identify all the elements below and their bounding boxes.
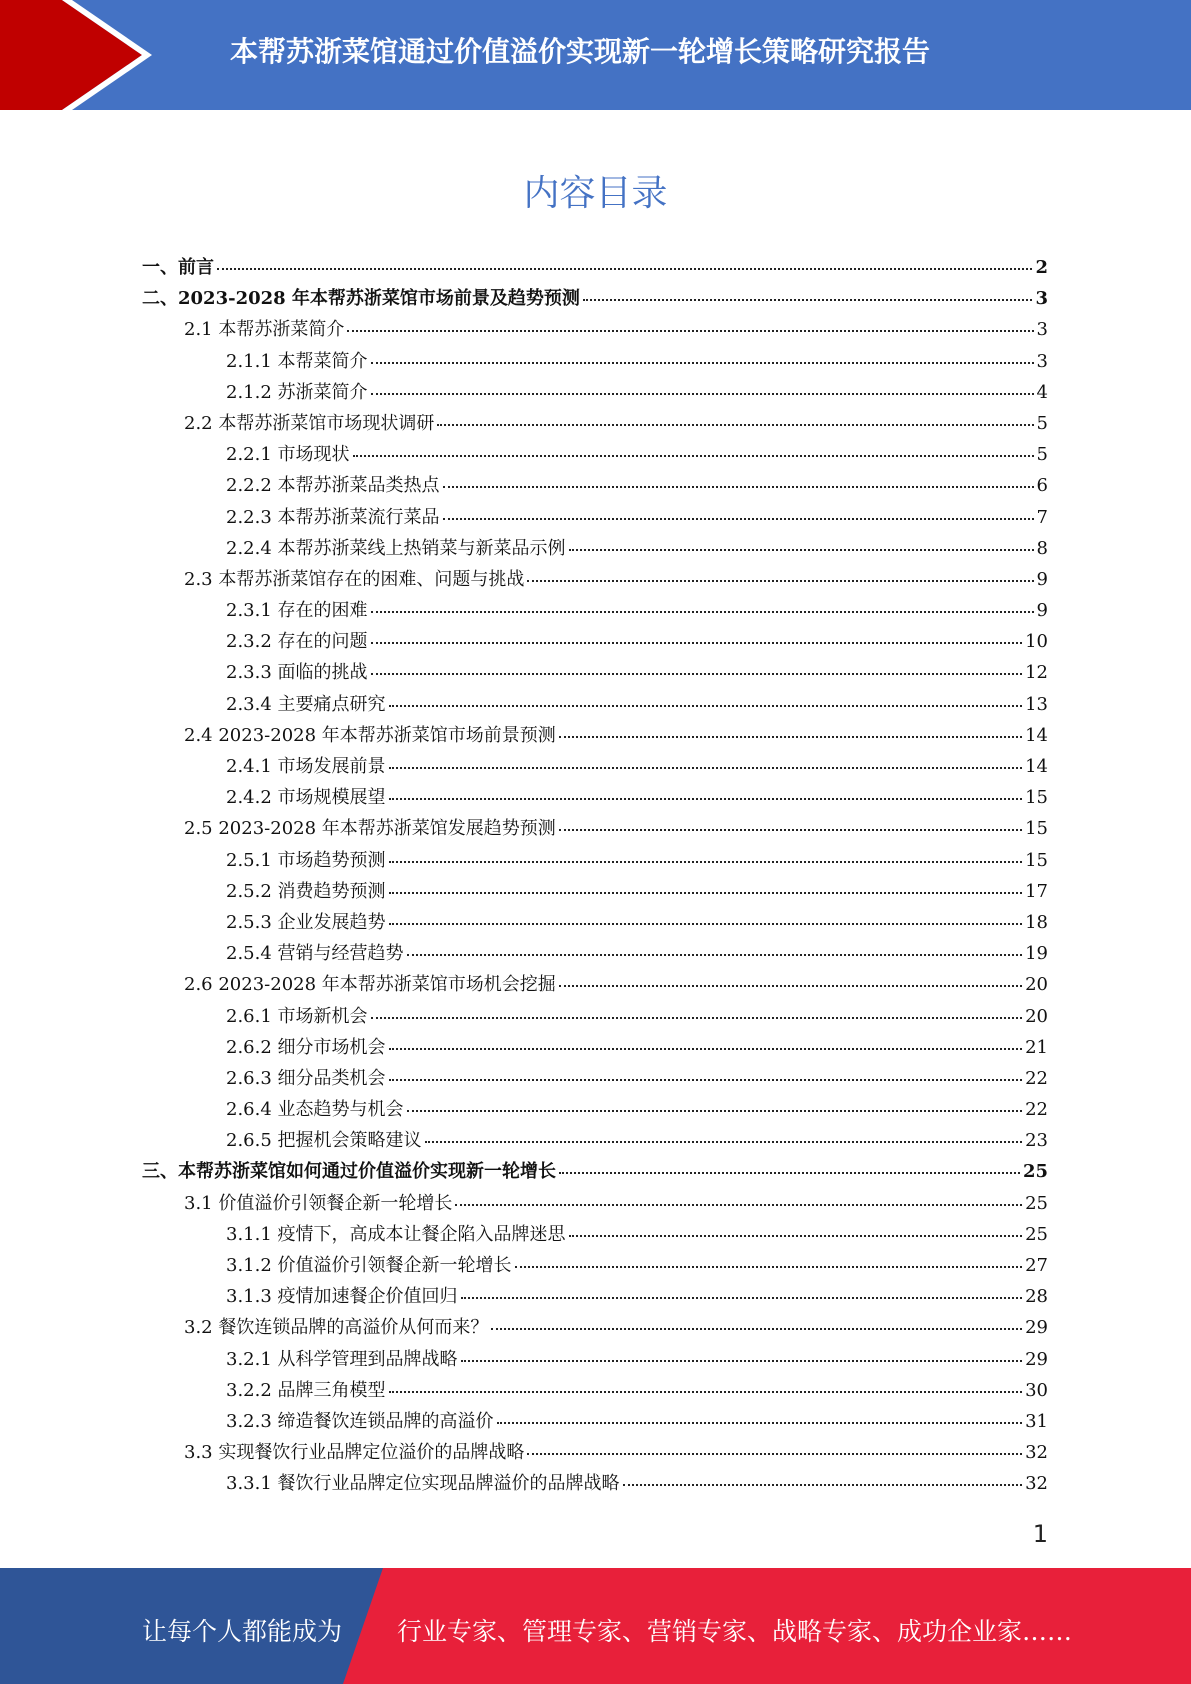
toc-entry-label: 2.4.1 市场发展前景 (226, 756, 386, 777)
toc-entry-label: 2.2.3 本帮苏浙菜流行菜品 (226, 506, 440, 528)
toc-entry-page: 6 (1036, 475, 1048, 497)
toc-entry[interactable] (142, 440, 1048, 471)
toc-dot-leader (407, 954, 1023, 956)
toc-dot-leader (455, 1204, 1022, 1206)
toc-entry[interactable] (142, 565, 1048, 596)
toc-entry[interactable] (142, 1407, 1048, 1438)
toc-entry-page: 19 (1025, 943, 1048, 965)
table-of-contents (142, 253, 1048, 1501)
toc-entry-page: 2 (1035, 257, 1048, 278)
toc-entry[interactable] (142, 658, 1048, 689)
toc-dot-leader (389, 861, 1023, 863)
toc-dot-leader (497, 1422, 1023, 1424)
toc-entry[interactable] (142, 752, 1048, 783)
toc-dot-leader (407, 1110, 1023, 1112)
toc-entry-page: 32 (1025, 1473, 1048, 1495)
toc-entry[interactable] (142, 1157, 1048, 1188)
toc-entry-label: 3.1 价值溢价引领餐企新一轮增长 (184, 1192, 453, 1214)
toc-entry[interactable] (142, 1033, 1048, 1064)
toc-heading: 内容目录 (523, 173, 668, 214)
toc-entry-label: 3.2 餐饮连锁品牌的高溢价从何而来？ (184, 1317, 489, 1339)
toc-entry-label: 2.2.4 本帮苏浙菜线上热销菜与新菜品示例 (226, 537, 566, 559)
toc-entry[interactable] (142, 627, 1048, 658)
toc-entry-label: 3.2.1 从科学管理到品牌战略 (226, 1348, 458, 1370)
toc-dot-leader (559, 985, 1022, 987)
toc-entry[interactable] (142, 1469, 1048, 1500)
toc-entry-page: 14 (1025, 724, 1048, 746)
toc-dot-leader (515, 1266, 1023, 1268)
toc-entry-label: 2.2.1 市场现状 (226, 444, 350, 466)
toc-entry-label: 2.6 2023-2028 年本帮苏浙菜馆市场机会挖掘 (184, 974, 556, 996)
toc-entry-label: 3.1.2 价值溢价引领餐企新一轮增长 (226, 1255, 512, 1276)
footer-slogan-right: 行业专家、管理专家、营销专家、战略专家、成功企业家…… (397, 1617, 1073, 1646)
toc-entry-page: 22 (1025, 1067, 1048, 1089)
toc-entry-page: 12 (1025, 662, 1048, 684)
toc-dot-leader (389, 1048, 1023, 1050)
toc-entry[interactable] (142, 1220, 1048, 1251)
toc-entry-label: 2.5.2 消费趋势预测 (226, 880, 386, 902)
toc-entry-page: 29 (1025, 1348, 1048, 1370)
toc-dot-leader (389, 892, 1023, 894)
toc-entry-page: 3 (1036, 350, 1048, 372)
toc-dot-leader (559, 736, 1022, 738)
toc-entry-label: 3.3.1 餐饮行业品牌定位实现品牌溢价的品牌战略 (226, 1473, 620, 1495)
toc-entry[interactable] (142, 1251, 1048, 1282)
toc-dot-leader (389, 705, 1023, 707)
page-header (0, 0, 1191, 110)
toc-entry-label: 2.3.4 主要痛点研究 (226, 693, 386, 715)
toc-entry-page: 8 (1036, 537, 1048, 559)
toc-entry[interactable] (142, 315, 1048, 346)
toc-entry[interactable] (142, 534, 1048, 565)
toc-entry-label: 2.1 本帮苏浙菜简介 (184, 319, 345, 341)
toc-dot-leader (389, 798, 1023, 800)
toc-dot-leader (437, 424, 1033, 426)
toc-entry[interactable] (142, 1345, 1048, 1376)
page-number: 1 (1032, 1520, 1048, 1548)
footer-slogan-left: 让每个人都能成为 (142, 1617, 343, 1646)
toc-entry[interactable] (142, 970, 1048, 1001)
toc-entry-page: 25 (1025, 1223, 1048, 1245)
toc-dot-leader (389, 923, 1023, 925)
toc-entry-page: 14 (1025, 756, 1048, 777)
toc-entry[interactable] (142, 409, 1048, 440)
toc-dot-leader (569, 549, 1034, 551)
toc-entry[interactable] (142, 908, 1048, 939)
toc-entry[interactable] (142, 721, 1048, 752)
toc-entry-page: 32 (1025, 1442, 1048, 1464)
toc-entry-page: 9 (1036, 600, 1048, 622)
toc-entry-label: 2.3.2 存在的问题 (226, 631, 368, 653)
toc-entry[interactable] (142, 1438, 1048, 1469)
page-footer (0, 1568, 1191, 1684)
toc-entry-page: 21 (1025, 1036, 1048, 1058)
toc-entry-label: 2.4.2 市场规模展望 (226, 787, 386, 809)
toc-entry-page: 28 (1025, 1286, 1048, 1308)
toc-entry-label: 2.5.1 市场趋势预测 (226, 849, 386, 871)
toc-entry-label: 2.1.1 本帮菜简介 (226, 350, 368, 372)
toc-entry-label: 2.6.2 细分市场机会 (226, 1036, 386, 1058)
toc-dot-leader (559, 829, 1022, 831)
toc-entry[interactable] (142, 1376, 1048, 1407)
toc-entry-page: 27 (1025, 1255, 1048, 1276)
toc-entry-page: 20 (1025, 974, 1048, 996)
toc-entry-page: 31 (1025, 1410, 1048, 1432)
toc-dot-leader (527, 580, 1033, 582)
toc-entry[interactable] (142, 1126, 1048, 1157)
toc-entry-label: 2.5 2023-2028 年本帮苏浙菜馆发展趋势预测 (184, 818, 556, 840)
toc-entry-page: 10 (1025, 631, 1048, 653)
toc-dot-leader (389, 1391, 1023, 1393)
toc-entry-page: 3 (1036, 319, 1048, 341)
toc-dot-leader (527, 1453, 1022, 1455)
toc-entry[interactable] (142, 846, 1048, 877)
toc-dot-leader (491, 1328, 1022, 1330)
toc-dot-leader (353, 455, 1034, 457)
toc-entry-page: 13 (1025, 693, 1048, 715)
toc-entry-page: 7 (1036, 506, 1048, 528)
toc-dot-leader (569, 1235, 1023, 1237)
toc-entry-label: 2.6.5 把握机会策略建议 (226, 1130, 422, 1152)
toc-entry-label: 3.3 实现餐饮行业品牌定位溢价的品牌战略 (184, 1442, 525, 1464)
toc-entry-label: 2.3.3 面临的挑战 (226, 662, 368, 684)
toc-dot-leader (443, 518, 1034, 520)
toc-entry-page: 5 (1036, 412, 1048, 434)
toc-dot-leader (371, 393, 1034, 395)
toc-entry[interactable] (142, 939, 1048, 970)
toc-entry[interactable] (142, 877, 1048, 908)
toc-entry-page: 15 (1025, 787, 1048, 809)
toc-entry-label: 一、前言 (142, 257, 214, 278)
toc-entry[interactable] (142, 284, 1048, 315)
toc-dot-leader (347, 330, 1033, 332)
toc-entry-label: 2.3.1 存在的困难 (226, 600, 368, 622)
toc-entry-page: 17 (1025, 880, 1048, 902)
toc-entry[interactable] (142, 690, 1048, 721)
toc-entry-label: 三、本帮苏浙菜馆如何通过价值溢价实现新一轮增长 (142, 1161, 556, 1183)
toc-entry[interactable] (142, 1282, 1048, 1313)
toc-entry-label: 3.2.3 缔造餐饮连锁品牌的高溢价 (226, 1410, 494, 1432)
toc-entry[interactable] (142, 378, 1048, 409)
toc-dot-leader (623, 1484, 1023, 1486)
toc-entry[interactable] (142, 814, 1048, 845)
toc-entry[interactable] (142, 471, 1048, 502)
toc-entry-page: 30 (1025, 1379, 1048, 1401)
toc-entry-page: 4 (1036, 381, 1048, 403)
toc-entry-page: 25 (1022, 1161, 1048, 1183)
toc-entry[interactable] (142, 347, 1048, 378)
toc-entry-page: 15 (1025, 849, 1048, 871)
toc-entry[interactable] (142, 1313, 1048, 1344)
toc-dot-leader (443, 486, 1034, 488)
toc-entry[interactable] (142, 1064, 1048, 1095)
toc-entry-label: 2.4 2023-2028 年本帮苏浙菜馆市场前景预测 (184, 724, 556, 746)
toc-entry-label: 2.1.2 苏浙菜简介 (226, 381, 368, 403)
toc-entry-label: 2.2.2 本帮苏浙菜品类热点 (226, 475, 440, 497)
toc-dot-leader (461, 1360, 1023, 1362)
toc-entry-label: 2.6.4 业态趋势与机会 (226, 1099, 404, 1121)
toc-dot-leader (217, 268, 1032, 270)
toc-dot-leader (371, 642, 1023, 644)
toc-entry[interactable] (142, 503, 1048, 534)
toc-entry-page: 23 (1025, 1130, 1048, 1152)
toc-entry[interactable] (142, 1095, 1048, 1126)
toc-entry-page: 25 (1025, 1192, 1048, 1214)
toc-entry-label: 2.2 本帮苏浙菜馆市场现状调研 (184, 412, 435, 434)
toc-entry-page: 22 (1025, 1099, 1048, 1121)
toc-dot-leader (559, 1172, 1020, 1174)
toc-dot-leader (371, 1017, 1023, 1019)
toc-entry-label: 3.2.2 品牌三角模型 (226, 1379, 386, 1401)
toc-dot-leader (371, 673, 1023, 675)
toc-entry-label: 3.1.3 疫情加速餐企价值回归 (226, 1286, 458, 1308)
toc-entry-page: 3 (1035, 288, 1048, 310)
toc-dot-leader (371, 611, 1034, 613)
toc-dot-leader (425, 1141, 1023, 1143)
toc-dot-leader (371, 362, 1034, 364)
toc-entry-page: 9 (1036, 568, 1048, 590)
toc-entry-page: 29 (1025, 1317, 1048, 1339)
toc-dot-leader (389, 1079, 1023, 1081)
toc-entry-page: 18 (1025, 911, 1048, 933)
toc-entry-page: 15 (1025, 818, 1048, 840)
report-title: 本帮苏浙菜馆通过价值溢价实现新一轮增长策略研究报告 (230, 35, 931, 68)
toc-dot-leader (461, 1297, 1023, 1299)
toc-entry-label: 2.3 本帮苏浙菜馆存在的困难、问题与挑战 (184, 568, 525, 590)
toc-entry[interactable] (142, 783, 1048, 814)
toc-entry-page: 20 (1025, 1005, 1048, 1027)
toc-entry-label: 二、2023-2028 年本帮苏浙菜馆市场前景及趋势预测 (142, 288, 580, 310)
toc-entry[interactable] (142, 1002, 1048, 1033)
toc-entry-label: 2.5.3 企业发展趋势 (226, 911, 386, 933)
toc-entry-page: 5 (1036, 444, 1048, 466)
toc-entry-label: 2.5.4 营销与经营趋势 (226, 943, 404, 965)
toc-entry[interactable] (142, 596, 1048, 627)
toc-dot-leader (389, 767, 1023, 769)
toc-entry-label: 2.6.1 市场新机会 (226, 1005, 368, 1027)
toc-dot-leader (583, 299, 1033, 301)
toc-entry-label: 3.1.1 疫情下，高成本让餐企陷入品牌迷思 (226, 1223, 566, 1245)
toc-entry-label: 2.6.3 细分品类机会 (226, 1067, 386, 1089)
toc-entry[interactable] (142, 1189, 1048, 1220)
toc-entry[interactable] (142, 253, 1048, 284)
